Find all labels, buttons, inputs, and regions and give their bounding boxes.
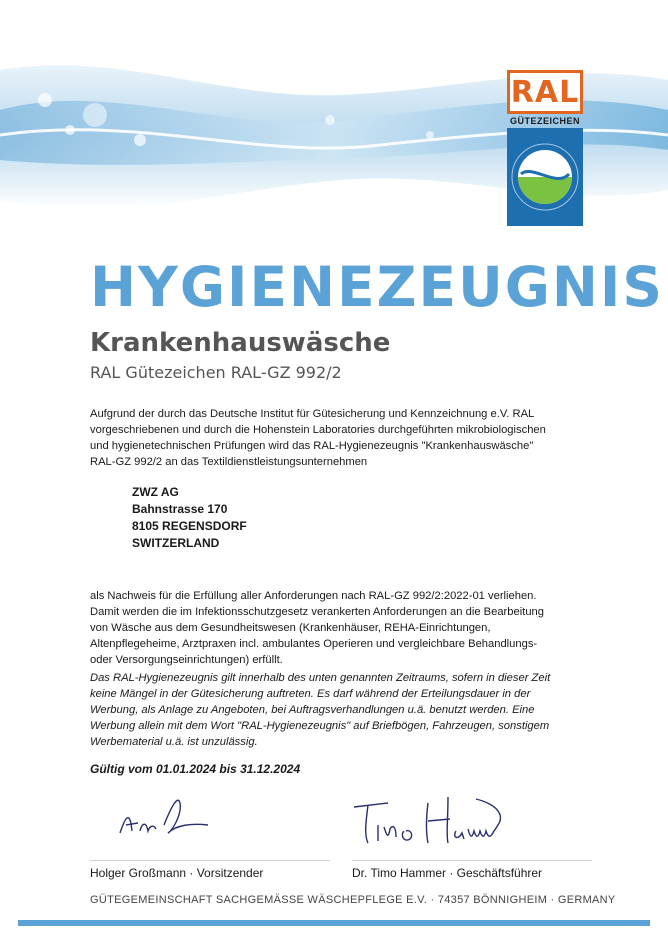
note-line: keine Mängel in der Gütesicherung auftreten. Es darf während der Erteilungsdauer in der [90, 688, 531, 700]
usage-note-paragraph [90, 670, 590, 750]
ral-logo [507, 70, 583, 114]
note-line: Das RAL-Hygienezeugnis gilt innerhalb des unten genannten Zeitraums, sofern in dieser Zeit [90, 672, 551, 684]
statement-line: Damit werden die im Infektionsschutzgesetz verankerten Anforderungen an die Bearbeitung [90, 606, 544, 618]
recipient-address [132, 484, 247, 552]
issuer-footer: GÜTEGEMEINSCHAFT SACHGEMÄSSE WÄSCHEPFLEGE E.V. · 74357 BÖNNIGHEIM · GERMANY [90, 894, 616, 906]
signature-grossmann [112, 785, 222, 855]
ral-quality-badge [507, 70, 583, 226]
statement-line: Altenpflegeheime, Arztpraxen incl. ambulantes Operieren und vergleichbare Behandlungs- [90, 638, 538, 650]
note-line: Werbung, als Anlage zu Angeboten, bei Auftragsverhandlungen u.ä. benutzt werden. Eine [90, 704, 535, 716]
company-name: ZWZ AG [132, 485, 179, 499]
ral-caption: GÜTEZEICHEN [509, 116, 580, 126]
statement-line: von Wäsche aus dem Gesundheitswesen (Krankenhäuser, REHA-Einrichtungen, [90, 622, 491, 634]
postal-city: 8105 REGENSDORF [132, 519, 247, 533]
intro-line: vorgeschriebenen und durch die Hohenstein Laboratories durchgeführten mikrobiologischen [90, 424, 546, 436]
statement-line: oder Versorgungseinrichtungen) erfüllt. [90, 654, 283, 666]
intro-line: und hygienetechnischen Prüfungen wird das RAL-Hygienezeugnis "Krankenhauswäsche" [90, 440, 534, 452]
signature-hammer [348, 785, 513, 855]
country: SWITZERLAND [132, 536, 220, 550]
street: Bahnstrasse 170 [132, 502, 228, 516]
signatory-chairman: Holger Großmann · Vorsitzender [90, 866, 264, 880]
ral-logo-text: RAL [510, 74, 580, 110]
signature-line [90, 860, 330, 861]
intro-line: RAL-GZ 992/2 an das Textildienstleistungsunternehmen [90, 456, 368, 468]
signature-line [352, 860, 592, 861]
document-title: HYGIENEZEUGNIS [90, 255, 664, 319]
note-line: Werbung allein mit dem Wort "RAL-Hygienezeugnis" auf Briefbögen, Fahrzeugen, sonstigem [90, 720, 550, 732]
footer-divider [18, 920, 650, 926]
textile-service-seal-icon [507, 128, 583, 226]
statement-paragraph [90, 588, 590, 668]
validity-period: Gültig vom 01.01.2024 bis 31.12.2024 [90, 762, 301, 776]
intro-paragraph [90, 406, 590, 470]
note-line: Werbematerial u.ä. ist unzulässig. [90, 736, 258, 748]
signatory-director: Dr. Timo Hammer · Geschäftsführer [352, 866, 543, 880]
intro-line: Aufgrund der durch das Deutsche Institut für Gütesicherung und Kennzeichnung e.V. RAL [90, 408, 535, 420]
statement-line: als Nachweis für die Erfüllung aller Anforderungen nach RAL-GZ 992/2:2022-01 verliehen. [90, 590, 537, 602]
document-subtitle: Krankenhauswäsche [90, 328, 391, 358]
quality-mark-label: RAL Gütezeichen RAL-GZ 992/2 [90, 363, 342, 382]
